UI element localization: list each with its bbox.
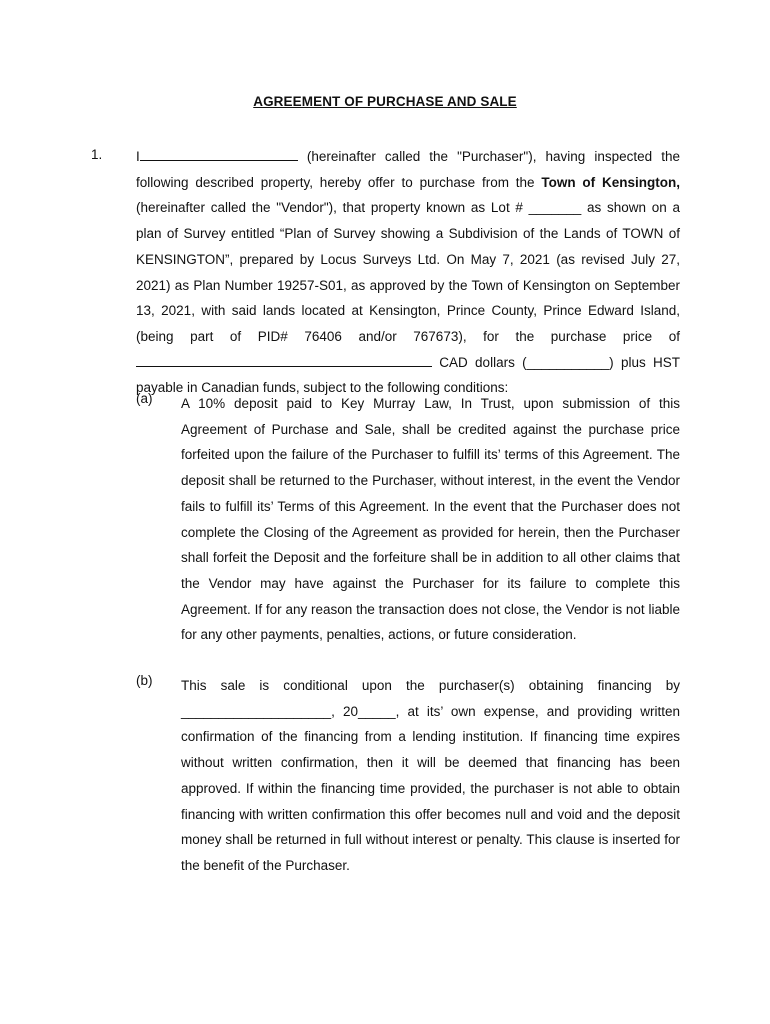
section-number: 1.	[91, 147, 103, 162]
paragraph-1-part4: CAD dollars (___________) plus HST payable in Canadian funds, subject to the following conditions:	[136, 354, 680, 396]
town-of-kensington: Town of Kensington,	[541, 174, 680, 190]
paragraph-1-start: I	[136, 149, 140, 164]
item-b-label: (b)	[136, 673, 153, 688]
document-title: AGREEMENT OF PURCHASE AND SALE	[253, 94, 517, 109]
purchaser-name-blank	[140, 148, 298, 161]
paragraph-1-part2: (hereinafter called the "Purchaser"), having inspected the following described property, hereby offer to purchase from the	[136, 149, 680, 190]
item-b-text: This sale is conditional upon the purchaser(s) obtaining financing by ____________________, 20_____, at its’ own expense, and providing written confirmation of the financing from a lending institution. If financing time expires without written confirmation, then it will be deemed that financing has been approved. If within the financing time provided, the purchaser is not able to obtain financing with written confirmation this offer becomes null and void and the deposit money shall be returned in full without interest or penalty. This clause is inserted for the benefit of the Purchaser.	[181, 678, 680, 873]
purchase-price-blank	[136, 354, 432, 367]
item-a-label: (a)	[136, 391, 153, 406]
paragraph-1-part3: (hereinafter called the "Vendor"), that property known as Lot # _______ as shown on a plan of Survey entitled “Plan of Survey showing a Subdivision of the Lands of TOWN of KENSINGTON”, prepared by Locus Surveys Ltd. On May 7, 2021 (as revised July 27, 2021) as Plan Number 19257-S01, as approved by the Town of Kensington on September 13, 2021, with said lands located at Kensington, Prince County, Prince Edward Island, (being part of PID# 76406 and/or 767673), for the purchase price of	[136, 200, 680, 344]
item-a-text: A 10% deposit paid to Key Murray Law, In Trust, upon submission of this Agreement of Purchase and Sale, shall be credited against the purchase price forfeited upon the failure of the Purchaser to fulfill its’ terms of this Agreement. The deposit shall be returned to the Purchaser, without interest, in the event the Vendor fails to fulfill its’ Terms of this Agreement. In the event that the Purchaser does not complete the Closing of the Agreement as provided for herein, then the Purchaser shall forfeit the Deposit and the forfeiture shall be in addition to all other claims that the Vendor may have against the Purchaser for its failure to complete this Agreement. If for any reason the transaction does not close, the Vendor is not liable for any other payments, penalties, actions, or future consideration.	[181, 396, 680, 643]
paragraph-1	[136, 144, 680, 401]
